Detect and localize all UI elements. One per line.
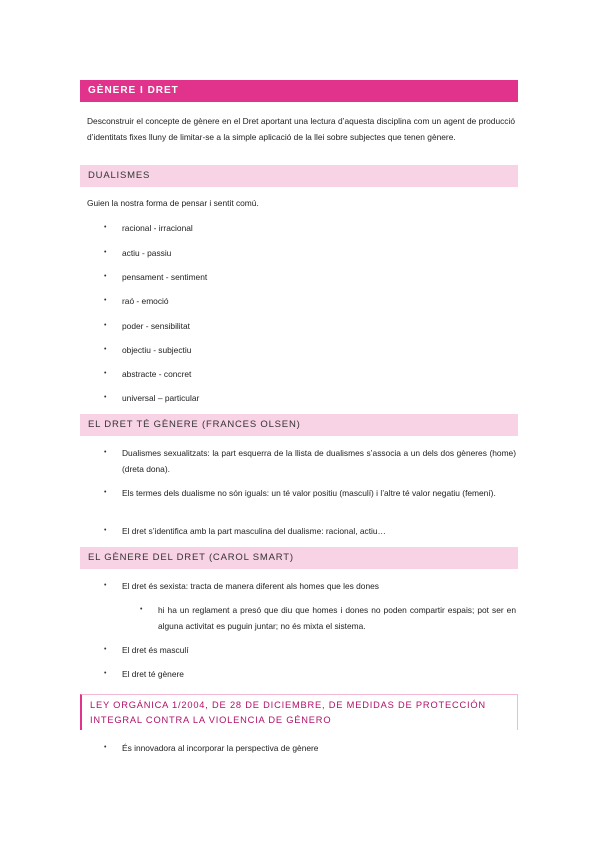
- bullet-icon: •: [104, 297, 107, 304]
- list-item: • El dret és masculí: [104, 642, 516, 658]
- bullet-icon: •: [104, 273, 107, 280]
- sub-list-item: • hi ha un reglament a presó que diu que homes i dones no poden compartir espais; pot ser en alguna activitat es puguin juntar; no és mixta el sistema.: [140, 602, 516, 634]
- list-item: • Dualismes sexualitzats: la part esquerra de la llista de dualismes s’associa a un dels dos gèneres (home) (dreta dona).: [104, 445, 516, 477]
- section-heading-ley-organica: [80, 694, 518, 730]
- bullet-icon: •: [104, 670, 107, 677]
- list-item: • abstracte - concret: [104, 366, 516, 382]
- list-item: • poder - sensibilitat: [104, 318, 516, 334]
- list-item: • objectiu - subjectiu: [104, 342, 516, 358]
- list-item: • universal – particular: [104, 390, 516, 406]
- list-item: • És innovadora al incorporar la perspectiva de gènere: [104, 740, 516, 756]
- section-heading-genere-i-dret: GÈNERE I DRET: [80, 80, 518, 102]
- bullet-icon: •: [104, 370, 107, 377]
- list-item: • racional - irracional: [104, 220, 516, 236]
- section-heading-dualismes: DUALISMES: [80, 165, 518, 187]
- list-item: • raó - emoció: [104, 293, 516, 309]
- heading-line-2: INTEGRAL CONTRA LA VIOLENCIA DE GÉNERO: [90, 715, 332, 725]
- list-item: • actiu - passiu: [104, 245, 516, 261]
- bullet-icon: •: [104, 646, 107, 653]
- bullet-icon: •: [104, 489, 107, 496]
- list-item: • pensament - sentiment: [104, 269, 516, 285]
- bullet-icon: •: [104, 744, 107, 751]
- bullet-icon: •: [104, 527, 107, 534]
- bullet-icon: •: [104, 582, 107, 589]
- bullet-icon: •: [104, 224, 107, 231]
- heading-line-1: LEY ORGÁNICA 1/2004, DE 28 DE DICIEMBRE, DE MEDIDAS DE PROTECCIÓN: [90, 700, 486, 710]
- bullet-icon: •: [104, 449, 107, 456]
- bullet-icon: •: [104, 249, 107, 256]
- list-item: • Els termes dels dualisme no són iguals: un té valor positiu (masculí) i l’altre té valor negatiu (femení).: [104, 485, 516, 501]
- list-item: • El dret té gènere: [104, 666, 516, 682]
- section-heading-el-dret-te-genere: EL DRET TÉ GÈNERE (FRANCES OLSEN): [80, 414, 518, 436]
- list-item: • El dret és sexista: tracta de manera diferent als homes que les dones: [104, 578, 516, 594]
- section-heading-el-genere-del-dret: EL GÈNERE DEL DRET (CAROL SMART): [80, 547, 518, 569]
- list-item: • El dret s’identifica amb la part masculina del dualisme: racional, actiu…: [104, 523, 516, 539]
- intro-paragraph: Desconstruir el concepte de gènere en el Dret aportant una lectura d’aquesta disciplina com un agent de producció d’identitats fixes lluny de limitar-se a la simple aplicació de la llei sobre subjectes que tenen gènere.: [87, 116, 515, 142]
- dualismes-lead: Guien la nostra forma de pensar i sentit comú.: [87, 198, 259, 208]
- bullet-icon: •: [104, 394, 107, 401]
- bullet-icon: •: [104, 346, 107, 353]
- bullet-icon: •: [140, 606, 143, 613]
- bullet-icon: •: [104, 322, 107, 329]
